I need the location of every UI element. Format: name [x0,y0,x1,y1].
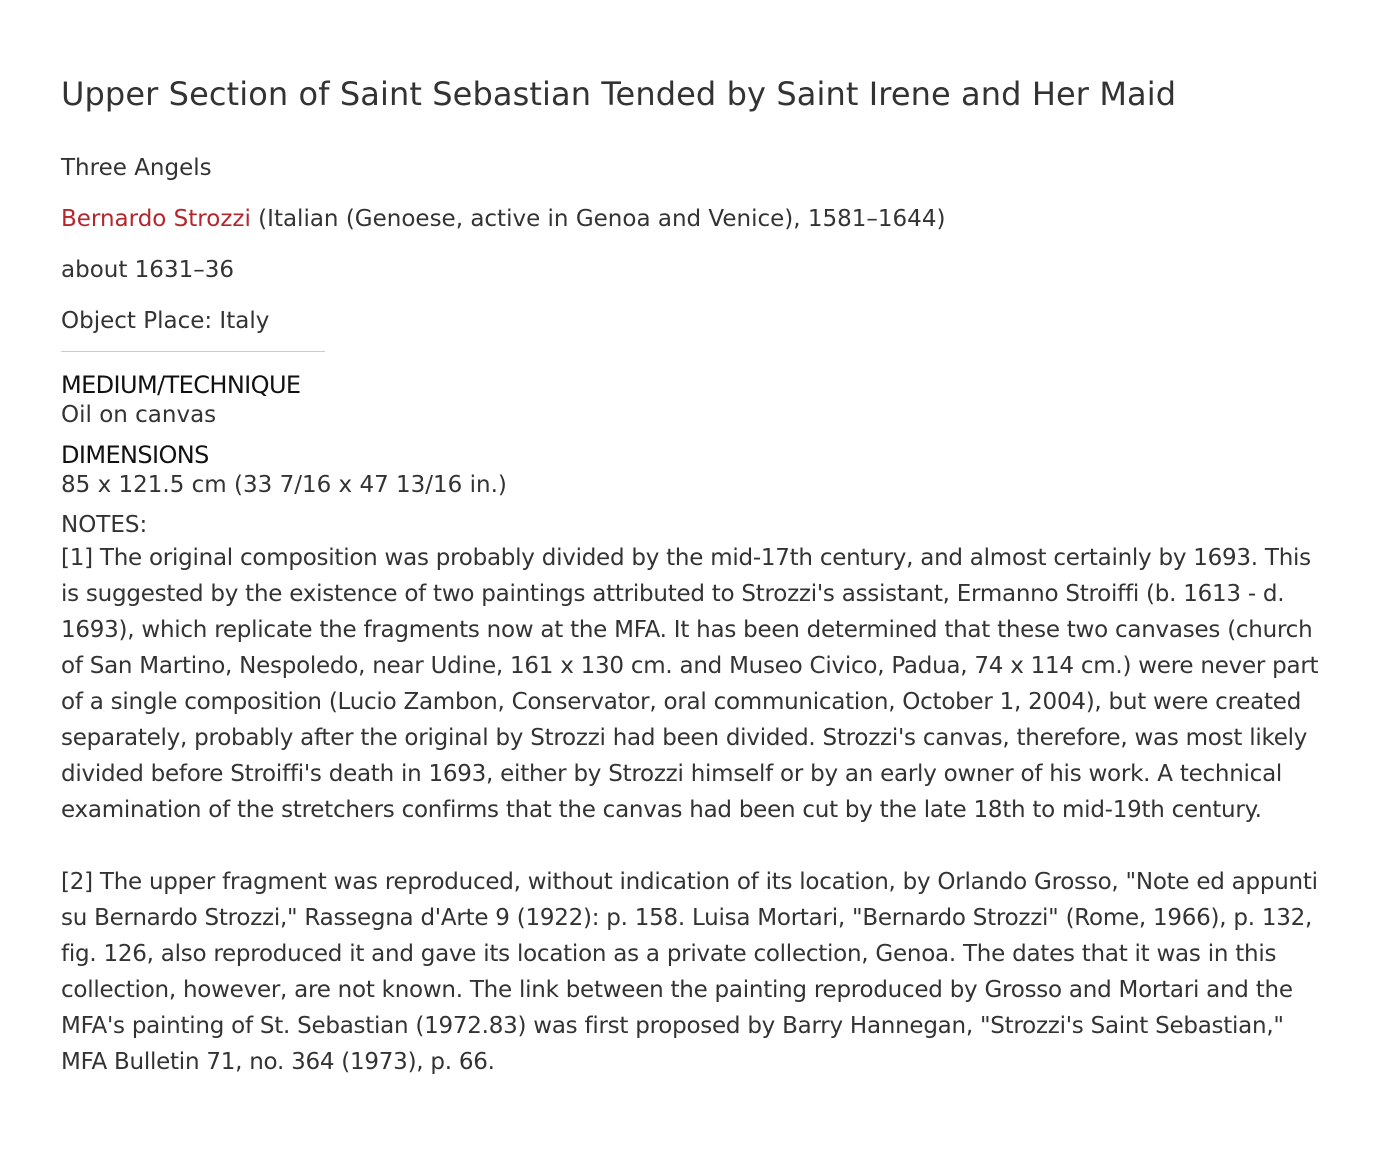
dimensions-heading: DIMENSIONS [61,441,209,469]
note-paragraph-2: [2] The upper fragment was reproduced, without indication of its location, by Orlando Grosso, "Note ed appunti su Bernardo Strozzi," Rassegna d'Arte 9 (1922): p. 158. Luisa Mortari, "Bernardo Strozzi" (Rome, 1966), p. 132, fig. 126, also reproduced it and gave its location as a private collection, Genoa. The dates that it was in this collection, however, are not known. The link between the painting reproduced by Grosso and Mortari and the MFA's painting of St. Sebastian (1972.83) was first proposed by Barry Hannegan, "Strozzi's Saint Sebastian," MFA Bulletin 71, no. 364 (1973), p. 66. [61,869,1318,1075]
note-paragraph-1: [1] The original composition was probably divided by the mid-17th century, and almost certainly by 1693. This is suggested by the existence of two paintings attributed to Strozzi's assistant, Ermanno Stroiffi (b. 1613 - d. 1693), which replicate the fragments now at the MFA. It has been determined that these two canvases (church of San Martino, Nespoledo, near Udine, 161 x 130 cm. and Museo Civico, Padua, 74 x 114 cm.) were never part of a single composition (Lucio Zambon, Conservator, oral communication, October 1, 2004), but were created separately, probably after the original by Strozzi had been divided. Strozzi's canvas, therefore, was most likely divided before Stroiffi's death in 1693, either by Strozzi himself or by an early owner of his work. A technical examination of the stretchers confirms that the canvas had been cut by the late 18th to mid-19th century. [61,545,1319,823]
medium-heading: MEDIUM/TECHNIQUE [61,371,301,399]
notes-heading: NOTES: [61,512,148,538]
page-title: Upper Section of Saint Sebastian Tended by Saint Irene and Her Maid [61,75,1177,113]
artist-line [61,205,1318,233]
artist-link[interactable]: Bernardo Strozzi [61,206,251,232]
section-divider [61,351,325,352]
artist-details: (Italian (Genoese, active in Genoa and Venice), 1581–1644) [250,206,946,232]
dimensions-value: 85 x 121.5 cm (33 7/16 x 47 13/16 in.) [61,472,507,498]
object-date: about 1631–36 [61,257,234,283]
object-place: Object Place: Italy [61,308,270,334]
medium-value: Oil on canvas [61,402,217,428]
notes-spacer [61,828,1318,864]
object-subtitle: Three Angels [61,155,212,181]
